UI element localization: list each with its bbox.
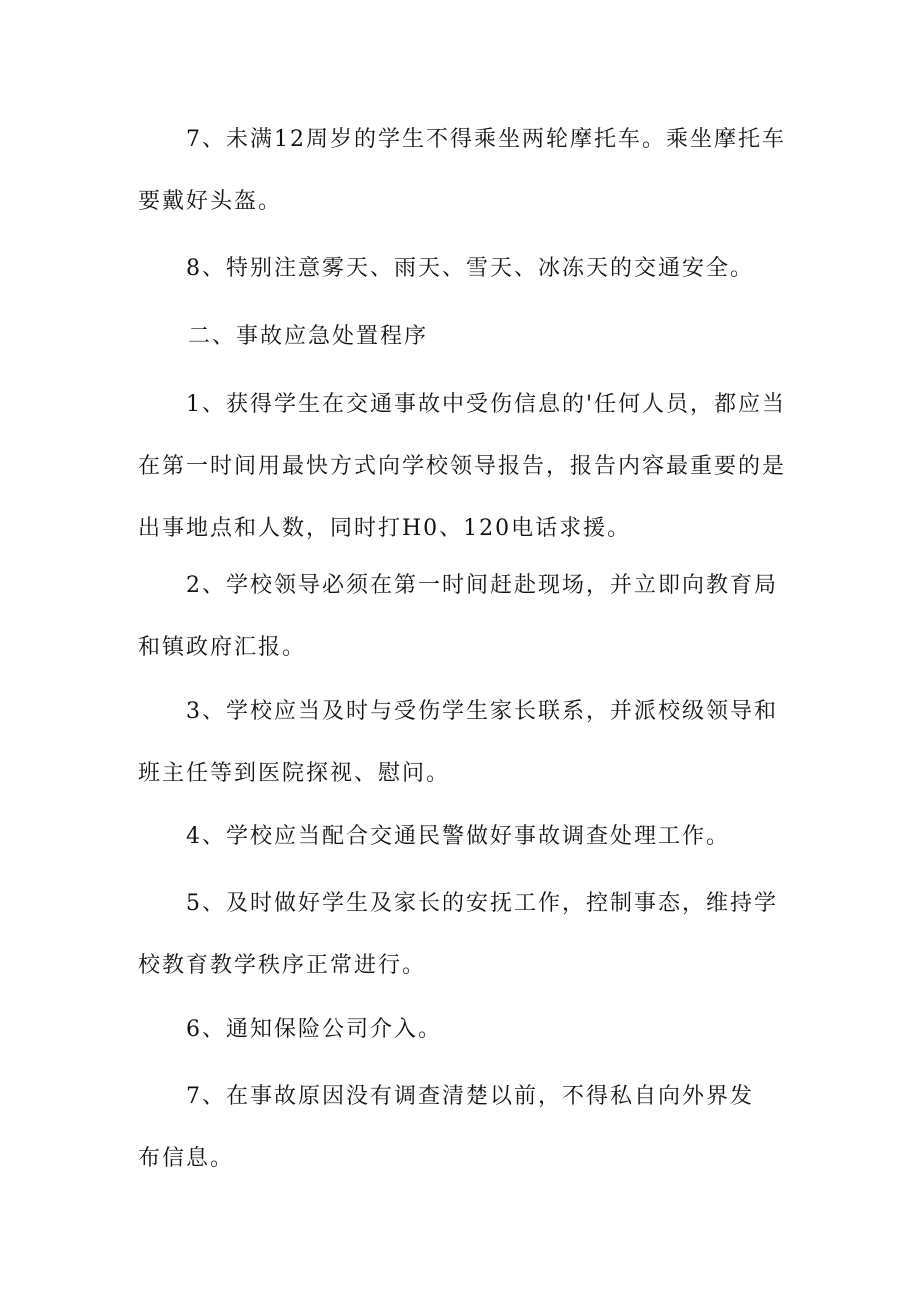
paragraph-rule-7: 7、未满12周岁的学生不得乘坐两轮摩托车。乘坐摩托车要戴好头盔。 (138, 127, 786, 214)
paragraph-rule-8: 8、特别注意雾天、雨天、雪天、冰冻天的交通安全。 (186, 256, 754, 281)
paragraph-step-1: 1、获得学生在交通事故中受伤信息的'任何人员，都应当在第一时间用最快方式向学校领导报告，报告内容最重要的是出事地点和人数，同时打H0、120电话求援。 (138, 392, 787, 541)
paragraph-step-5: 5、及时做好学生及家长的安抚工作，控制事态，维持学校教育教学秩序正常进行。 (138, 891, 778, 978)
paragraph-step-4: 4、学校应当配合交通民警做好事故调查处理工作。 (186, 824, 730, 849)
paragraph-step-2: 2、学校领导必须在第一时间赶赴现场，并立即向教育局和镇政府汇报。 (138, 573, 778, 660)
paragraph-step-7-continued: 布信息。 (138, 1146, 235, 1171)
section-heading-emergency-procedure: 二、事故应急处置程序 (188, 324, 429, 349)
paragraph-step-7: 7、在事故原因没有调查清楚以前，不得私自向外界发 (186, 1084, 754, 1109)
paragraph-step-6: 6、通知保险公司介入。 (186, 1017, 442, 1042)
paragraph-step-3: 3、学校应当及时与受伤学生家长联系，并派校级领导和班主任等到医院探视、慰问。 (138, 699, 778, 786)
